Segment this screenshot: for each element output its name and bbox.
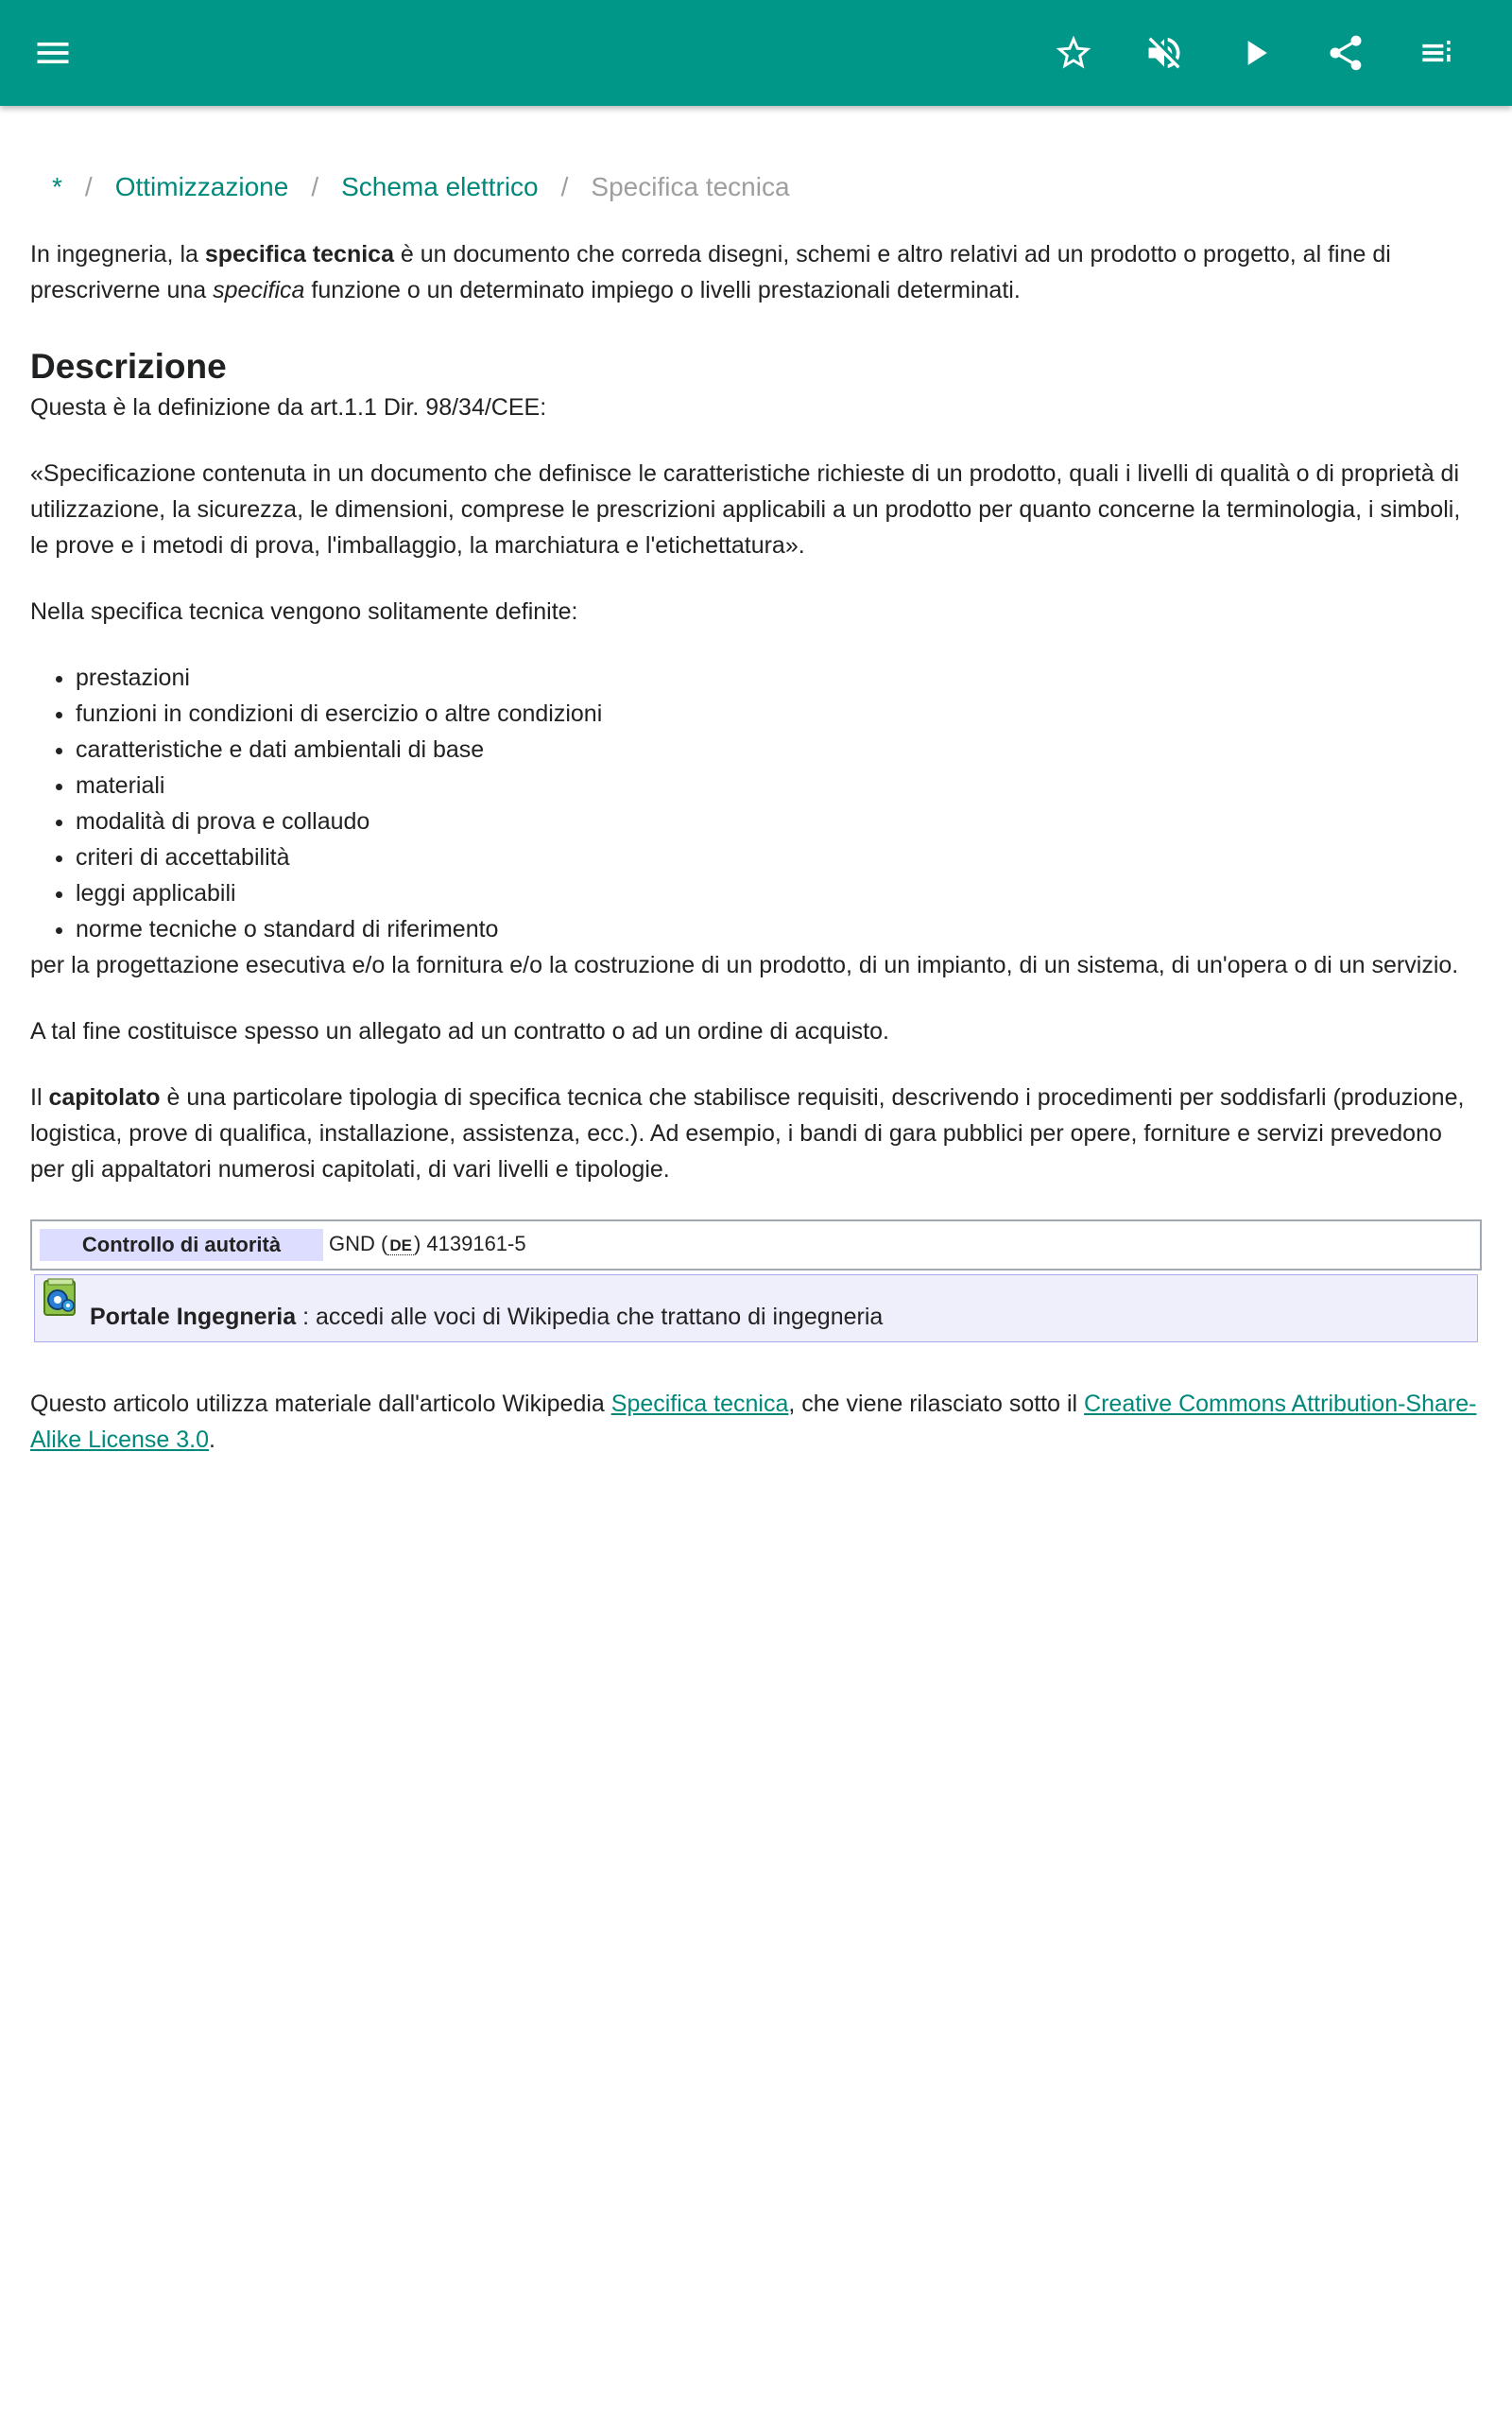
list-intro: Nella specifica tecnica vengono solitamente definite: (30, 598, 578, 625)
gnd-id: ) 4139161-5 (413, 1232, 526, 1255)
portal-text (90, 1300, 883, 1334)
definition-quote: «Specificazione contenuta in un documento che definisce le caratteristiche richieste di un prodotto, quali i livelli di qualità o di proprietà di utilizzazione, la sicurezza, le dimensioni, comprese le prescrizioni applicabili a un prodotto per quanto concerne la terminologia, i simboli, le prove e i metodi di prova, l'imballaggio, la marchiatura e l'etichettatura». (30, 460, 1461, 559)
play-icon (1234, 32, 1276, 74)
article-content (30, 106, 1482, 1458)
intro-paragraph (30, 236, 1482, 308)
attribution-paragraph (30, 1386, 1482, 1458)
bookmark-button[interactable] (1043, 23, 1104, 83)
portal-description: : accedi alle voci di Wikipedia che trattano di ingegneria (296, 1304, 884, 1330)
capitolato-paragraph (30, 1080, 1482, 1187)
breadcrumb-schema-elettrico[interactable]: Schema elettrico (341, 172, 539, 201)
share-icon (1325, 32, 1366, 74)
intro-bold-term: specifica tecnica (204, 241, 394, 268)
authority-control-box (30, 1219, 1482, 1270)
breadcrumb-ottimizzazione[interactable]: Ottimizzazione (114, 172, 289, 201)
toc-button[interactable] (1406, 23, 1467, 83)
breadcrumb-separator: / (311, 172, 319, 201)
license-link[interactable]: Creative Commons Attribution-Share-Alike License 3.0 (30, 1391, 1477, 1453)
capitolato-bold-term: capitolato (48, 1084, 161, 1111)
app-toolbar (0, 0, 1512, 106)
portal-box[interactable] (34, 1274, 1478, 1342)
list-item: • leggi applicabili (76, 875, 1482, 911)
star-outline-icon (1053, 32, 1094, 74)
definition-intro: Questa è la definizione da art.1.1 Dir. 98/34/CEE: (30, 394, 547, 421)
list-item: • criteri di accettabilità (76, 839, 1482, 875)
intro-text: funzione o un determinato impiego o livelli prestazionali determinati. (304, 277, 1021, 303)
breadcrumb-home[interactable]: * (52, 172, 62, 201)
attribution-text: . (209, 1426, 215, 1453)
capitolato-text: è una particolare tipologia di specifica tecnica che stabilisce requisiti, descrivendo i procedimenti per soddisfarli (produzione, logistica, prove di qualifica, installazione, assistenza, ecc.). Ad esempio, i bandi di gara pubblici per opere, forniture e servizi prevedono per gli appaltatori numerosi capitolati, di vari livelli e tipologie. (30, 1084, 1465, 1183)
list-item: • funzioni in condizioni di esercizio o altre condizioni (76, 696, 1482, 732)
intro-text: In ingegneria, la (30, 241, 205, 268)
gnd-language: DE (389, 1236, 412, 1254)
list-item: • norme tecniche o standard di riferimento (76, 911, 1482, 947)
portal-name[interactable]: Portale Ingegneria (90, 1304, 297, 1330)
contract-paragraph: A tal fine costituisce spesso un allegato ad un contratto o ad un ordine di acquisto. (30, 1018, 889, 1045)
list-item: • caratteristiche e dati ambientali di base (76, 732, 1482, 768)
breadcrumb-separator: / (84, 172, 93, 201)
mute-button[interactable] (1134, 23, 1194, 83)
breadcrumb-current: Specifica tecnica (591, 172, 790, 201)
volume-off-icon (1143, 32, 1185, 74)
capitolato-text: Il (30, 1084, 49, 1111)
share-button[interactable] (1315, 23, 1376, 83)
list-item: • prestazioni (76, 660, 1482, 696)
intro-italic-term: specifica (213, 277, 305, 303)
playlist-icon (1416, 32, 1457, 74)
after-list-paragraph: per la progettazione esecutiva e/o la fornitura e/o la costruzione di un prodotto, di un impianto, di un sistema, di un'opera o di un servizio. (30, 952, 1459, 978)
spec-list (30, 660, 1482, 947)
attribution-text: , che viene rilasciato sotto il (788, 1391, 1085, 1417)
menu-button[interactable] (23, 23, 83, 83)
list-item: • materiali (76, 768, 1482, 804)
breadcrumb (30, 168, 1482, 206)
wikipedia-article-link[interactable]: Specifica tecnica (610, 1391, 789, 1417)
menu-icon (32, 32, 74, 74)
attribution-text: Questo articolo utilizza materiale dall'articolo Wikipedia (30, 1391, 611, 1417)
section-heading: Descrizione (30, 347, 227, 386)
authority-control-value (329, 1226, 526, 1264)
breadcrumb-separator: / (560, 172, 569, 201)
intro-text: è un documento che correda disegni, schemi e altro relativi ad un prodotto o progetto, al fine di prescriverne una (30, 241, 1391, 303)
list-item: • modalità di prova e collaudo (76, 804, 1482, 839)
play-button[interactable] (1225, 23, 1285, 83)
gnd-prefix: GND ( (329, 1232, 388, 1255)
engineering-portal-icon (39, 1277, 78, 1319)
authority-control-label: Controllo di autorità (40, 1229, 323, 1261)
